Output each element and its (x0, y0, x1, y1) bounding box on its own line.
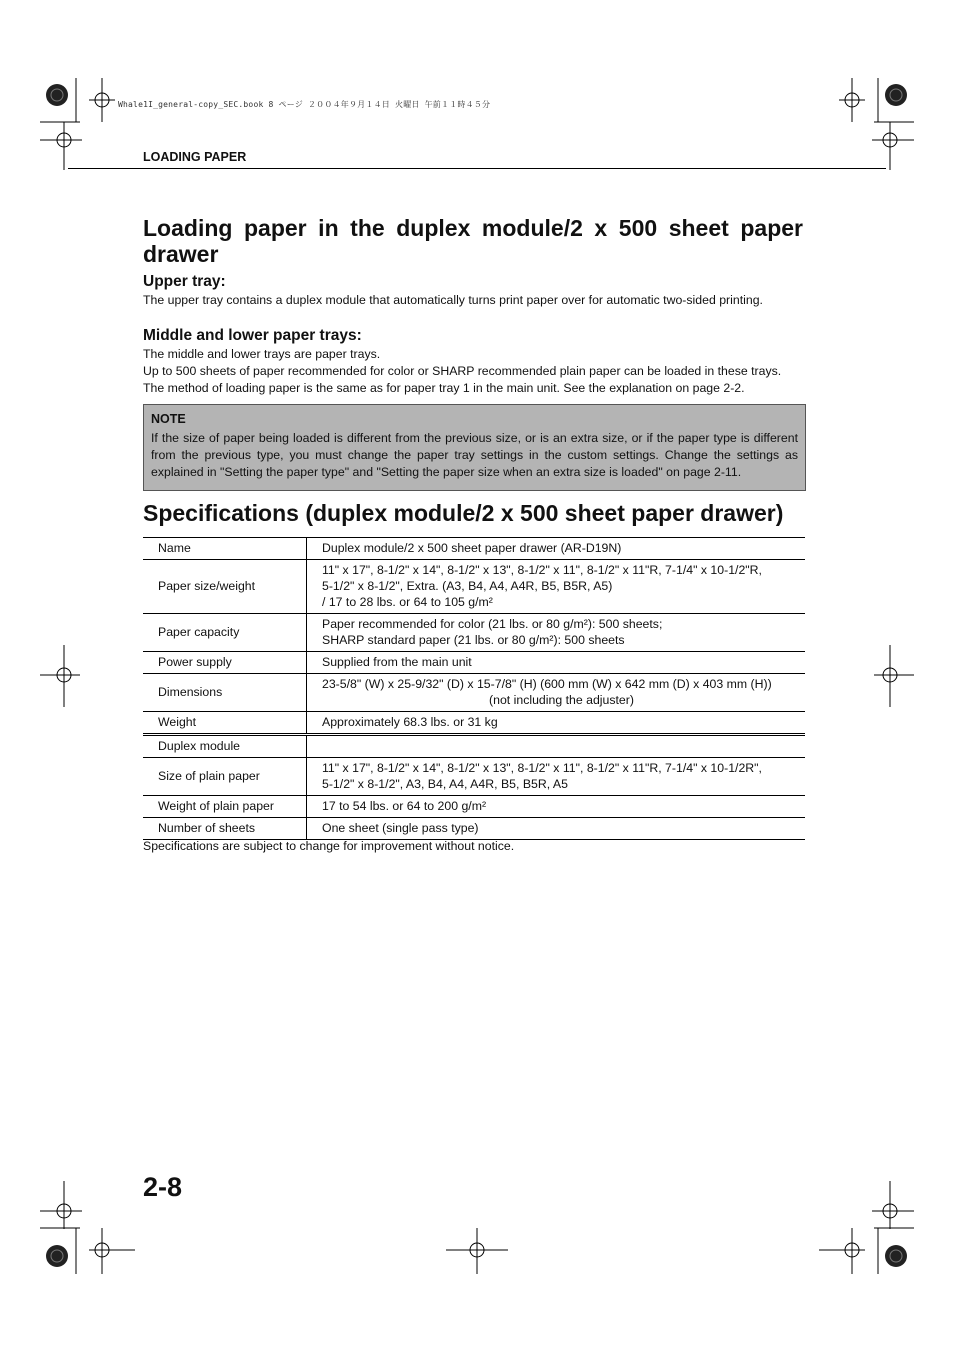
upper-tray-text: The upper tray contains a duplex module that automatically turns print paper over for automatic two-sided printing. (143, 293, 763, 307)
spec-value (307, 818, 806, 840)
spec-label: Dimensions (143, 674, 307, 712)
spec-value-line: 11" x 17", 8-1/2" x 14", 8-1/2" x 13", 8-1/2" x 11", 8-1/2" x 11"R, 7-1/4" x 10-1/2R", (322, 761, 762, 775)
spec-value (307, 674, 806, 712)
spec-value-line: One sheet (single pass type) (322, 821, 479, 835)
spec-value (307, 614, 806, 652)
table-row (143, 538, 805, 560)
table-row (143, 560, 805, 614)
spec-value-line: 5-1/2" x 8-1/2", Extra. (A3, B4, A4, A4R, B5, B5R, A5) (322, 579, 613, 593)
print-header: Whale1I_general-copy_SEC.book 8 ページ ２００４年９月１４日 火曜日 午前１１時４５分 (118, 100, 491, 109)
note-box (143, 404, 806, 491)
spec-label: Weight (143, 712, 307, 735)
spec-label: Paper size/weight (143, 560, 307, 614)
spec-value (307, 560, 806, 614)
note-text: If the size of paper being loaded is different from the previous size, or is an extra size, or if the paper type is different from the previous type, you must change the paper tray settings in the custom settings. Change the settings as explained in "Setting the paper type" and "Setting the paper size when an extra size is loaded" on page 2-11. (151, 431, 798, 479)
table-row (143, 652, 805, 674)
spec-value-line: Approximately 68.3 lbs. or 31 kg (322, 715, 498, 729)
table-row (143, 712, 805, 735)
page-number: 2-8 (143, 1172, 183, 1202)
upper-tray-heading: Upper tray: (143, 273, 226, 290)
spec-label: Paper capacity (143, 614, 307, 652)
note-title: NOTE (151, 412, 186, 426)
middle-lower-line: The middle and lower trays are paper trays. (143, 347, 381, 361)
header-rule (68, 168, 886, 169)
spec-value-line: / 17 to 28 lbs. or 64 to 105 g/m² (322, 595, 493, 609)
footnote: Specifications are subject to change for improvement without notice. (143, 839, 515, 853)
spec-value-line: 17 to 54 lbs. or 64 to 200 g/m² (322, 799, 487, 813)
spec-value (307, 796, 806, 818)
table-row (143, 796, 805, 818)
spec-value (307, 712, 806, 735)
middle-lower-line: The method of loading paper is the same as for paper tray 1 in the main unit. See the explanation on page 2-2. (143, 381, 745, 395)
middle-lower-line: Up to 500 sheets of paper recommended for color or SHARP recommended plain paper can be loaded in these trays. (143, 364, 782, 378)
spec-value (307, 735, 806, 758)
specifications-title: Specifications (duplex module/2 x 500 sheet paper drawer) (143, 500, 784, 526)
table-row (143, 818, 805, 840)
section-title: Loading paper in the duplex module/2 x 500 sheet paper drawer (143, 215, 803, 267)
spec-value-line: Paper recommended for color (21 lbs. or 80 g/m²): 500 sheets; (322, 617, 663, 631)
table-row (143, 614, 805, 652)
spec-label: Duplex module (143, 735, 307, 758)
table-row (143, 674, 805, 712)
spec-label: Power supply (143, 652, 307, 674)
spec-label: Number of sheets (143, 818, 307, 840)
table-row (143, 735, 805, 758)
spec-label: Weight of plain paper (143, 796, 307, 818)
middle-lower-heading: Middle and lower paper trays: (143, 327, 362, 344)
spec-value-line: 23-5/8" (W) x 25-9/32" (D) x 15-7/8" (H) (600 mm (W) x 642 mm (D) x 403 mm (H)) (322, 677, 772, 691)
spec-value-line: 5-1/2" x 8-1/2", A3, B4, A4, A4R, B5, B5R, A5 (322, 777, 568, 791)
spec-value-line: (not including the adjuster) (489, 693, 634, 707)
specifications-table (143, 537, 805, 840)
spec-value-line: Duplex module/2 x 500 sheet paper drawer (AR-D19N) (322, 541, 622, 555)
spec-value-line: SHARP standard paper (21 lbs. or 80 g/m²): 500 sheets (322, 633, 625, 647)
spec-value-line: Supplied from the main unit (322, 655, 472, 669)
spec-value (307, 538, 806, 560)
section-label: LOADING PAPER (143, 150, 247, 164)
spec-value (307, 652, 806, 674)
middle-lower-text (143, 346, 781, 397)
spec-label: Size of plain paper (143, 758, 307, 796)
spec-value (307, 758, 806, 796)
spec-value-line: 11" x 17", 8-1/2" x 14", 8-1/2" x 13", 8-1/2" x 11", 8-1/2" x 11"R, 7-1/4" x 10-1/2"R, (322, 563, 762, 577)
spec-label: Name (143, 538, 307, 560)
table-row (143, 758, 805, 796)
